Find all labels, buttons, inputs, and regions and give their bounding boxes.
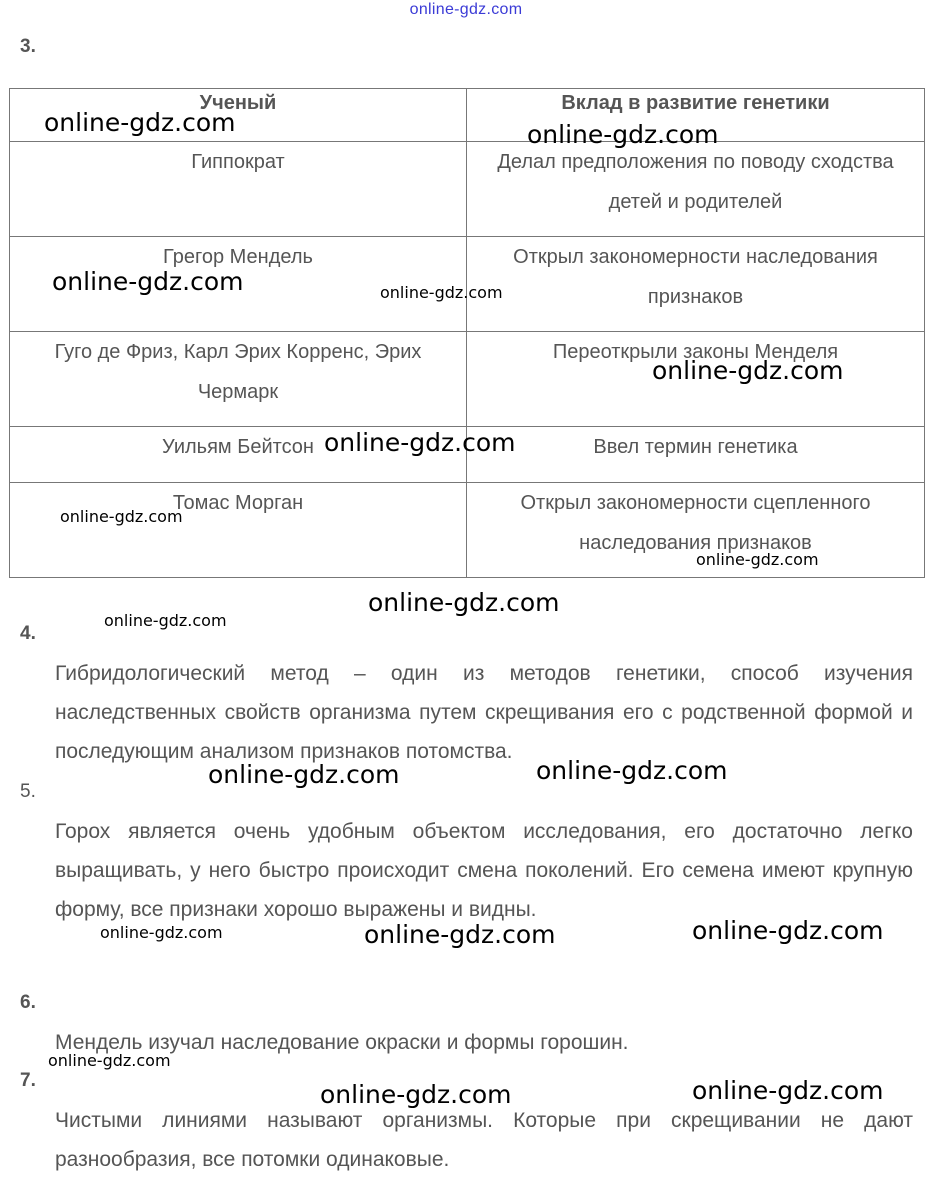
cell-contribution: Переоткрыли законы Менделя bbox=[467, 332, 925, 427]
watermark: online-gdz.com bbox=[692, 916, 884, 945]
watermark: online-gdz.com bbox=[52, 267, 244, 296]
cell-contribution: Открыл закономерности сцепленного наследования признаков bbox=[467, 483, 925, 578]
watermark: online-gdz.com bbox=[100, 923, 223, 942]
question-6-number: 6. bbox=[20, 992, 36, 1013]
watermark: online-gdz.com bbox=[208, 760, 400, 789]
cell-scientist: Гиппократ bbox=[10, 142, 467, 237]
watermark: online-gdz.com bbox=[696, 550, 819, 569]
watermark: online-gdz.com bbox=[44, 108, 236, 137]
watermark: online-gdz.com bbox=[324, 428, 516, 457]
header-contribution: Вклад в развитие генетики bbox=[467, 89, 925, 142]
cell-contribution: Ввел термин генетика bbox=[467, 427, 925, 483]
cell-scientist: Уильям Бейтсон bbox=[10, 427, 467, 483]
watermark: online-gdz.com bbox=[652, 356, 844, 385]
question-4-number: 4. bbox=[20, 623, 36, 644]
watermark: online-gdz.com bbox=[320, 1080, 512, 1109]
watermark: online-gdz.com bbox=[692, 1076, 884, 1105]
watermark: online-gdz.com bbox=[60, 507, 183, 526]
answer-6-text: Мендель изучал наследование окраски и формы горошин. bbox=[55, 1031, 629, 1054]
watermark: online-gdz.com bbox=[104, 611, 227, 630]
cell-contribution: Делал предположения по поводу сходства детей и родителей bbox=[467, 142, 925, 237]
question-3-number: 3. bbox=[20, 36, 36, 57]
question-7-number: 7. bbox=[20, 1070, 36, 1091]
site-header-watermark: online-gdz.com bbox=[409, 1, 523, 18]
cell-scientist: Томас Морган bbox=[10, 483, 467, 578]
watermark: online-gdz.com bbox=[536, 756, 728, 785]
answer-7-text: Чистыми линиями называют организмы. Которые при скрещивании не дают разнообразия, все потомки одинаковые. bbox=[55, 1109, 913, 1171]
watermark: online-gdz.com bbox=[364, 920, 556, 949]
table-row bbox=[10, 142, 925, 237]
scientists-table bbox=[9, 88, 925, 578]
cell-scientist: Грегор Мендель bbox=[10, 237, 467, 332]
header-scientist: Ученый bbox=[10, 89, 467, 142]
watermark: online-gdz.com bbox=[368, 588, 560, 617]
question-5-number: 5. bbox=[20, 781, 36, 802]
cell-contribution: Открыл закономерности наследования признаков bbox=[467, 237, 925, 332]
watermark: online-gdz.com bbox=[48, 1051, 171, 1070]
watermark: online-gdz.com bbox=[527, 120, 719, 149]
cell-scientist: Гуго де Фриз, Карл Эрих Корренс, Эрих Чермарк bbox=[10, 332, 467, 427]
watermark: online-gdz.com bbox=[380, 283, 503, 302]
answer-5-text: Горох является очень удобным объектом исследования, его достаточно легко выращивать, у него быстро происходит смена поколений. Его семена имеют крупную форму, все признаки хорошо выражены и видны. bbox=[55, 820, 913, 921]
answer-4-text: Гибридологический метод – один из методов генетики, способ изучения наследственных свойств организма путем скрещивания его с родственной формой и последующим анализом признаков потомства. bbox=[55, 662, 913, 763]
